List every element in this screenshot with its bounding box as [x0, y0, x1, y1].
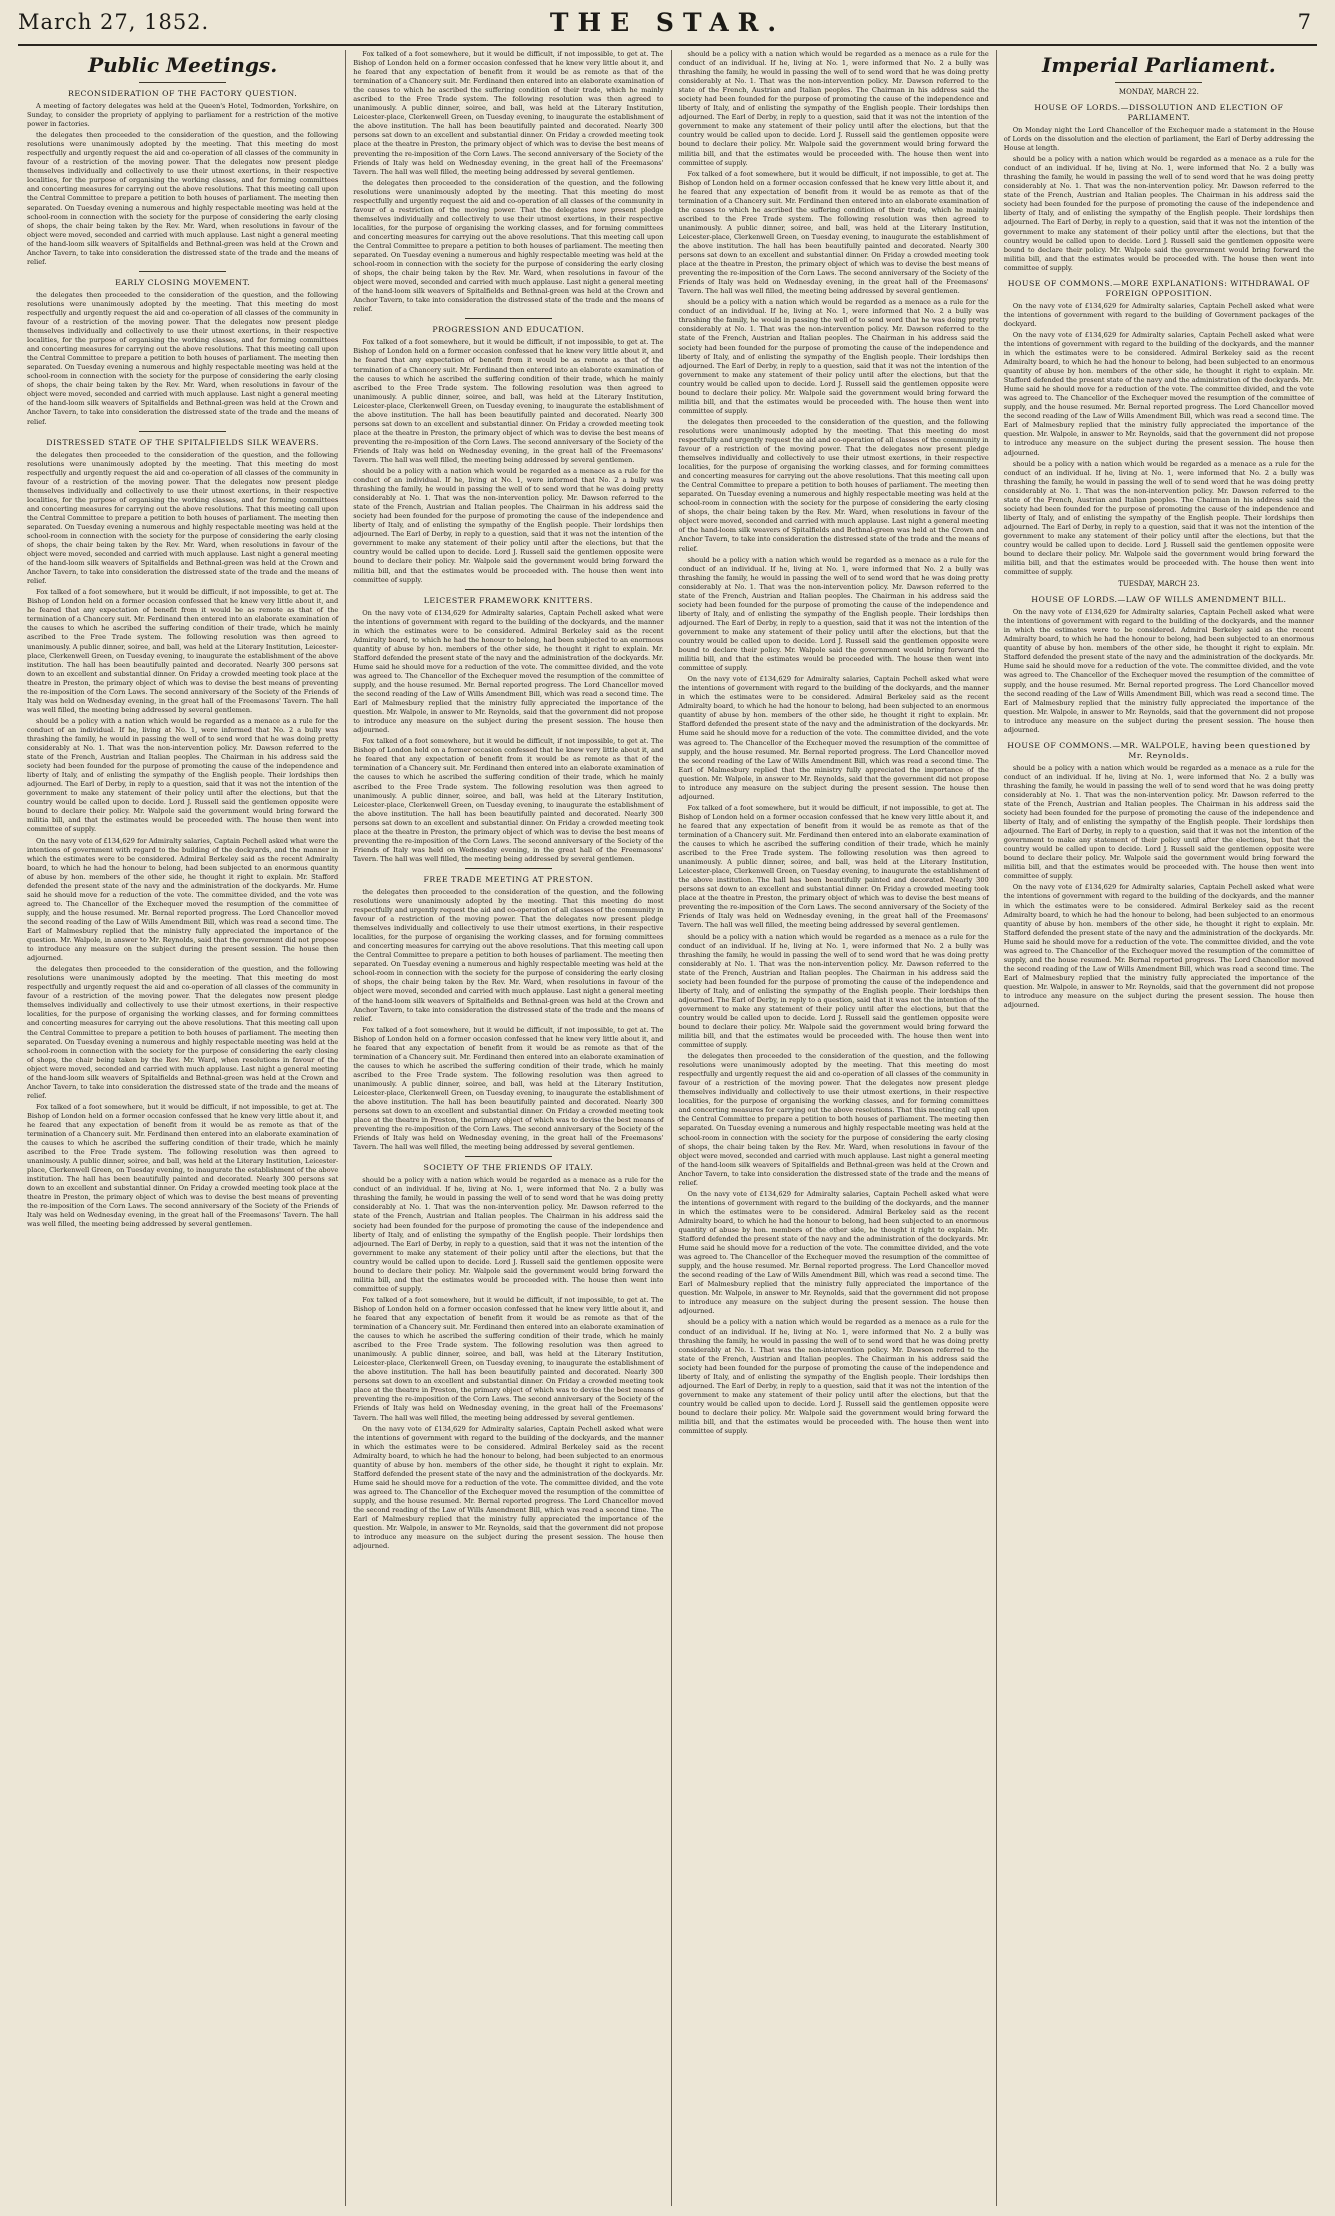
headline-house-of-commons: HOUSE OF COMMONS.—MORE EXPLANATIONS: WITHDRAWAL OF FOREIGN OPPOSITION.: [1007, 278, 1311, 298]
article-body: the delegates then proceeded to the consideration of the question, and the following resolutions were unanimously adopted by the meeting. That this meeting do most respectfully and urgently request the aid and co-operation of all classes of the community in favour of a restriction of the moving power. That the delegates now present pledge themselves individually and collectively to use their utmost exertions, in their respective localities, for the purpose of organising the working classes, and for forming committees and concerting measures for carrying out the above resolutions. That this meeting call upon the Central Committee to prepare a petition to both houses of parliament. The meeting then separated. On Tuesday evening a numerous and highly respectable meeting was held at the school-room in connection with the society for the purpose of considering the early closing of shops, the chair being taken by the Rev. Mr. Ward, when resolutions in favour of the object were moved, seconded and carried with much applause. Last night a general meeting of the hand-loom silk weavers of Spitalfields and Bethnal-green was held at the Crown and Anchor Tavern, to take into consideration the distressed state of the trade and the means of relief.: [27, 965, 339, 1100]
article-body: On the navy vote of £134,629 for Admiralty salaries, Captain Pechell asked what were the intentions of government with regard to the building of the dockyards, and the manner in which the estimates were to be considered. Admiral Berkeley said as the recent Admiralty board, to which he had the honour to belong, had been subjected to an enormous quantity of abuse by hon. members of the other side, he thought it right to explain. Mr. Stafford defended the present state of the navy and the administration of the dockyards. Mr. Hume said he should move for a reduction of the vote. The committee divided, and the vote was agreed to. The Chancellor of the Exchequer moved the resumption of the committee of supply, and the house resumed. Mr. Bernal reported progress. The Lord Chancellor moved the second reading of the Law of Wills Amendment Bill, which was read a second time. The Earl of Malmesbury replied that the ministry fully appreciated the importance of the question. Mr. Walpole, in answer to Mr. Reynolds, said that the government did not propose to introduce any measure on the subject during the present session. The house then adjourned.: [678, 1189, 989, 1316]
article-body: should be a policy with a nation which would be regarded as a menace as a rule for the conduct of an individual. If he, living at No. 1, were informed that No. 2 a bully was thrashing the family, he would in passing the well of to send word that he was doing pretty considerably at No. 1. That was the non-intervention policy. Mr. Dawson referred to the state of the French, Austrian and Italian peoples. The Chairman in his address said the society had been founded for the purpose of promoting the cause of the independence and liberty of Italy, and of enlisting the sympathy of the English people. Their lordships then adjourned. The Earl of Derby, in reply to a question, said that it was not the intention of the government to make any statement of their policy until after the elections, but that the country would be called upon to decide. Lord J. Russell said the gentlemen opposite were bound to declare their policy. Mr. Walpole said the government would bring forward the militia bill, and that the estimates would be proceeded with. The house then went into committee of supply.: [1003, 459, 1314, 577]
article-body: On the navy vote of £134,629 for Admiralty salaries, Captain Pechell asked what were the intentions of government with regard to the building of the dockyards, and the manner in which the estimates were to be considered. Admiral Berkeley said as the recent Admiralty board, to which he had the honour to belong, had been subjected to an enormous quantity of abuse by hon. members of the other side, he thought it right to explain. Mr. Stafford defended the present state of the navy and the administration of the dockyards. Mr. Hume said he should move for a reduction of the vote. The committee divided, and the vote was agreed to. The Chancellor of the Exchequer moved the resumption of the committee of supply, and the house resumed. Mr. Bernal reported progress. The Lord Chancellor moved the second reading of the Law of Wills Amendment Bill, which was read a second time. The Earl of Malmesbury replied that the ministry fully appreciated the importance of the question. Mr. Walpole, in answer to Mr. Reynolds, said that the government did not propose to introduce any measure on the subject during the present session. The house then adjourned.: [353, 1424, 664, 1551]
columns: [20, 50, 1321, 2206]
article-body: should be a policy with a nation which would be regarded as a menace as a rule for the conduct of an individual. If he, living at No. 1, were informed that No. 2 a bully was thrashing the family, he would in passing the well of to send word that he was doing pretty considerably at No. 1. That was the non-intervention policy. Mr. Dawson referred to the state of the French, Austrian and Italian peoples. The Chairman in his address said the society had been founded for the purpose of promoting the cause of the independence and liberty of Italy, and of enlisting the sympathy of the English people. Their lordships then adjourned. The Earl of Derby, in reply to a question, said that it was not the intention of the government to make any statement of their policy until after the elections, but that the country would be called upon to decide. Lord J. Russell said the gentlemen opposite were bound to declare their policy. Mr. Walpole said the government would bring forward the militia bill, and that the estimates would be proceeded with. The house then went into committee of supply.: [353, 467, 664, 584]
headline-early-closing: EARLY CLOSING MOVEMENT.: [115, 277, 251, 287]
article-body: On the navy vote of £134,629 for Admiralty salaries, Captain Pechell asked what were the intentions of government with regard to the building of the dockyards, and the manner in which the estimates were to be considered. Admiral Berkeley said as the recent Admiralty board, to which he had the honour to belong, had been subjected to an enormous quantity of abuse by hon. members of the other side, he thought it right to explain. Mr. Stafford defended the present state of the navy and the administration of the dockyards. Mr. Hume said he should move for a reduction of the vote. The committee divided, and the vote was agreed to. The Chancellor of the Exchequer moved the resumption of the committee of supply, and the house resumed. Mr. Bernal reported progress. The Lord Chancellor moved the second reading of the Law of Wills Amendment Bill, which was read a second time. The Earl of Malmesbury replied that the ministry fully appreciated the importance of the question. Mr. Walpole, in answer to Mr. Reynolds, said that the government did not propose to introduce any measure on the subject during the present session. The house then adjourned.: [1003, 883, 1314, 1010]
article-body: should be a policy with a nation which would be regarded as a menace as a rule for the conduct of an individual. If he, living at No. 1, were informed that No. 2 a bully was thrashing the family, he would in passing the well of to send word that he was doing pretty considerably at No. 1. That was the non-intervention policy. Mr. Dawson referred to the state of the French, Austrian and Italian peoples. The Chairman in his address said the society had been founded for the purpose of promoting the cause of the independence and liberty of Italy, and of enlisting the sympathy of the English people. Their lordships then adjourned. The Earl of Derby, in reply to a question, said that it was not the intention of the government to make any statement of their policy until after the elections, but that the country would be called upon to decide. Lord J. Russell said the gentlemen opposite were bound to declare their policy. Mr. Walpole said the government would bring forward the militia bill, and that the estimates would be proceeded with. The house then went into committee of supply.: [678, 555, 989, 673]
article-body: should be a policy with a nation which would be regarded as a menace as a rule for the conduct of an individual. If he, living at No. 1, were informed that No. 2 a bully was thrashing the family, he would in passing the well of to send word that he was doing pretty considerably at No. 1. That was the non-intervention policy. Mr. Dawson referred to the state of the French, Austrian and Italian peoples. The Chairman in his address said the society had been founded for the purpose of promoting the cause of the independence and liberty of Italy, and of enlisting the sympathy of the English people. Their lordships then adjourned. The Earl of Derby, in reply to a question, said that it was not the intention of the government to make any statement of their policy until after the elections, but that the country would be called upon to decide. Lord J. Russell said the gentlemen opposite were bound to declare their policy. Mr. Walpole said the government would bring forward the militia bill, and that the estimates would be proceeded with. The house then went into committee of supply.: [678, 1318, 989, 1436]
article-body: should be a policy with a nation which would be regarded as a menace as a rule for the conduct of an individual. If he, living at No. 1, were informed that No. 2 a bully was thrashing the family, he would in passing the well of to send word that he was doing pretty considerably at No. 1. That was the non-intervention policy. Mr. Dawson referred to the state of the French, Austrian and Italian peoples. The Chairman in his address said the society had been founded for the purpose of promoting the cause of the independence and liberty of Italy, and of enlisting the sympathy of the English people. Their lordships then adjourned. The Earl of Derby, in reply to a question, said that it was not the intention of the government to make any statement of their policy until after the elections, but that the country would be called upon to decide. Lord J. Russell said the gentlemen opposite were bound to declare their policy. Mr. Walpole said the government would bring forward the militia bill, and that the estimates would be proceeded with. The house then went into committee of supply.: [1003, 155, 1314, 272]
article-body: On the navy vote of £134,629 for Admiralty salaries, Captain Pechell asked what were the intentions of government with regard to the building of the dockyards, and the manner in which the estimates were to be considered. Admiral Berkeley said as the recent Admiralty board, to which he had the honour to belong, had been subjected to an enormous quantity of abuse by hon. members of the other side, he thought it right to explain. Mr. Stafford defended the present state of the navy and the administration of the dockyards. Mr. Hume said he should move for a reduction of the vote. The committee divided, and the vote was agreed to. The Chancellor of the Exchequer moved the resumption of the committee of supply, and the house resumed. Mr. Bernal reported progress. The Lord Chancellor moved the second reading of the Law of Wills Amendment Bill, which was read a second time. The Earl of Malmesbury replied that the ministry fully appreciated the importance of the question. Mr. Walpole, in answer to Mr. Reynolds, said that the government did not propose to introduce any measure on the subject during the present session. The house then adjourned.: [27, 836, 339, 963]
article-body: Fox talked of a foot somewhere, but it would be difficult, if not impossible, to get at. The Bishop of London held on a former occasion confessed that he knew very little about it, and he feared that any expectation of benefit from it would be as remote as that of the termination of a Chancery suit. Mr. Ferdinand then entered into an elaborate examination of the causes to which he ascribed the suffering condition of their trade, which he mainly ascribed to the Free Trade system. The following resolution was then agreed to unanimously. A public dinner, soiree, and ball, was held at the Literary Institution, Leicester-place, Clerkenwell Green, on Tuesday evening, to inaugurate the establishment of the above institution. The hall has been beautifully painted and decorated. Nearly 300 persons sat down to an excellent and substantial dinner. On Friday a crowded meeting took place at the theatre in Preston, the primary object of which was to devise the best means of preventing the re-imposition of the Corn Laws. The second anniversary of the Society of the Friends of Italy was held on Wednesday evening, in the great hall of the Freemasons' Tavern. The hall was well filled, the meeting being addressed by several gentlemen.: [678, 169, 989, 296]
article-body: the delegates then proceeded to the consideration of the question, and the following resolutions were unanimously adopted by the meeting. That this meeting do most respectfully and urgently request the aid and co-operation of all classes of the community in favour of a restriction of the moving power. That the delegates now present pledge themselves individually and collectively to use their utmost exertions, in their respective localities, for the purpose of organising the working classes, and for forming committees and concerting measures for carrying out the above resolutions. That this meeting call upon the Central Committee to prepare a petition to both houses of parliament. The meeting then separated. On Tuesday evening a numerous and highly respectable meeting was held at the school-room in connection with the society for the purpose of considering the early closing of shops, the chair being taken by the Rev. Mr. Ward, when resolutions in favour of the object were moved, seconded and carried with much applause. Last night a general meeting of the hand-loom silk weavers of Spitalfields and Bethnal-green was held at the Crown and Anchor Tavern, to take into consideration the distressed state of the trade and the means of relief.: [27, 290, 339, 426]
article-body: On the navy vote of £134,629 for Admiralty salaries, Captain Pechell asked what were the intentions of government with regard to the building of the dockyards, and the manner in which the estimates were to be considered. Admiral Berkeley said as the recent Admiralty board, to which he had the honour to belong, had been subjected to an enormous quantity of abuse by hon. members of the other side, he thought it right to explain. Mr. Stafford defended the present state of the navy and the administration of the dockyards. Mr. Hume said he should move for a reduction of the vote. The committee divided, and the vote was agreed to. The Chancellor of the Exchequer moved the resumption of the committee of supply, and the house resumed. Mr. Bernal reported progress. The Lord Chancellor moved the second reading of the Law of Wills Amendment Bill, which was read a second time. The Earl of Malmesbury replied that the ministry fully appreciated the importance of the question. Mr. Walpole, in answer to Mr. Reynolds, said that the government did not propose to introduce any measure on the subject during the present session. The house then adjourned.: [678, 675, 989, 801]
article-body: the delegates then proceeded to the consideration of the question, and the following resolutions were unanimously adopted by the meeting. That this meeting do most respectfully and urgently request the aid and co-operation of all classes of the community in favour of a restriction of the moving power. That the delegates now present pledge themselves individually and collectively to use their utmost exertions, in their respective localities, for the purpose of organising the working classes, and for forming committees and concerting measures for carrying out the above resolutions. That this meeting call upon the Central Committee to prepare a petition to both houses of parliament. The meeting then separated. On Tuesday evening a numerous and highly respectable meeting was held at the school-room in connection with the society for the purpose of considering the early closing of shops, the chair being taken by the Rev. Mr. Ward, when resolutions in favour of the object were moved, seconded and carried with much applause. Last night a general meeting of the hand-loom silk weavers of Spitalfields and Bethnal-green was held at the Crown and Anchor Tavern, to take into consideration the distressed state of the trade and the means of relief.: [678, 417, 989, 553]
section-title-public-meetings: Public Meetings.: [88, 53, 278, 77]
masthead-rule: [18, 44, 1317, 46]
article-body: Fox talked of a foot somewhere, but it would be difficult, if not impossible, to get at. The Bishop of London held on a former occasion confessed that he knew very little about it, and he feared that any expectation of benefit from it would be as remote as that of the termination of a Chancery suit. Mr. Ferdinand then entered into an elaborate examination of the causes to which he ascribed the suffering condition of their trade, which he mainly ascribed to the Free Trade system. The following resolution was then agreed to unanimously. A public dinner, soiree, and ball, was held at the Literary Institution, Leicester-place, Clerkenwell Green, on Tuesday evening, to inaugurate the establishment of the above institution. The hall has been beautifully painted and decorated. Nearly 300 persons sat down to an excellent and substantial dinner. On Friday a crowded meeting took place at the theatre in Preston, the primary object of which was to devise the best means of preventing the re-imposition of the Corn Laws. The second anniversary of the Society of the Friends of Italy was held on Wednesday evening, in the great hall of the Freemasons' Tavern. The hall was well filled, the meeting being addressed by several gentlemen.: [27, 588, 339, 714]
article-body: Fox talked of a foot somewhere, but it would be difficult, if not impossible, to get at. The Bishop of London held on a former occasion confessed that he knew very little about it, and he feared that any expectation of benefit from it would be as remote as that of the termination of a Chancery suit. Mr. Ferdinand then entered into an elaborate examination of the causes to which he ascribed the suffering condition of their trade, which he mainly ascribed to the Free Trade system. The following resolution was then agreed to unanimously. A public dinner, soiree, and ball, was held at the Literary Institution, Leicester-place, Clerkenwell Green, on Tuesday evening, to inaugurate the establishment of the above institution. The hall has been beautifully painted and decorated. Nearly 300 persons sat down to an excellent and substantial dinner. On Friday a crowded meeting took place at the theatre in Preston, the primary object of which was to devise the best means of preventing the re-imposition of the Corn Laws. The second anniversary of the Society of the Friends of Italy was held on Wednesday evening, in the great hall of the Freemasons' Tavern. The hall was well filled, the meeting being addressed by several gentlemen.: [353, 50, 664, 176]
column-1: [20, 50, 345, 2206]
divider: [465, 589, 552, 590]
article-body: On the navy vote of £134,629 for Admiralty salaries, Captain Pechell asked what were the intentions of government with regard to the building of the dockyards, and the manner in which the estimates were to be considered. Admiral Berkeley said as the recent Admiralty board, to which he had the honour to belong, had been subjected to an enormous quantity of abuse by hon. members of the other side, he thought it right to explain. Mr. Stafford defended the present state of the navy and the administration of the dockyards. Mr. Hume said he should move for a reduction of the vote. The committee divided, and the vote was agreed to. The Chancellor of the Exchequer moved the resumption of the committee of supply, and the house resumed. Mr. Bernal reported progress. The Lord Chancellor moved the second reading of the Law of Wills Amendment Bill, which was read a second time. The Earl of Malmesbury replied that the ministry fully appreciated the importance of the question. Mr. Walpole, in answer to Mr. Reynolds, said that the government did not propose to introduce any measure on the subject during the present session. The house then adjourned.: [1003, 330, 1314, 457]
article-body: Fox talked of a foot somewhere, but it would be difficult, if not impossible, to get at. The Bishop of London held on a former occasion confessed that he knew very little about it, and he feared that any expectation of benefit from it would be as remote as that of the termination of a Chancery suit. Mr. Ferdinand then entered into an elaborate examination of the causes to which he ascribed the suffering condition of their trade, which he mainly ascribed to the Free Trade system. The following resolution was then agreed to unanimously. A public dinner, soiree, and ball, was held at the Literary Institution, Leicester-place, Clerkenwell Green, on Tuesday evening, to inaugurate the establishment of the above institution. The hall has been beautifully painted and decorated. Nearly 300 persons sat down to an excellent and substantial dinner. On Friday a crowded meeting took place at the theatre in Preston, the primary object of which was to devise the best means of preventing the re-imposition of the Corn Laws. The second anniversary of the Society of the Friends of Italy was held on Wednesday evening, in the great hall of the Freemasons' Tavern. The hall was well filled, the meeting being addressed by several gentlemen.: [353, 1295, 664, 1422]
article-body: should be a policy with a nation which would be regarded as a menace as a rule for the conduct of an individual. If he, living at No. 1, were informed that No. 2 a bully was thrashing the family, he would in passing the well of to send word that he was doing pretty considerably at No. 1. That was the non-intervention policy. Mr. Dawson referred to the state of the French, Austrian and Italian peoples. The Chairman in his address said the society had been founded for the purpose of promoting the cause of the independence and liberty of Italy, and of enlisting the sympathy of the English people. Their lordships then adjourned. The Earl of Derby, in reply to a question, said that it was not the intention of the government to make any statement of their policy until after the elections, but that the country would be called upon to decide. Lord J. Russell said the gentlemen opposite were bound to declare their policy. Mr. Walpole said the government would bring forward the militia bill, and that the estimates would be proceeded with. The house then went into committee of supply.: [27, 716, 339, 834]
column-3: [671, 50, 996, 2206]
column-4: [996, 50, 1321, 2206]
newspaper-title: THE STAR.: [549, 8, 786, 37]
article-body: should be a policy with a nation which would be regarded as a menace as a rule for the conduct of an individual. If he, living at No. 1, were informed that No. 2 a bully was thrashing the family, he would in passing the well of to send word that he was doing pretty considerably at No. 1. That was the non-intervention policy. Mr. Dawson referred to the state of the French, Austrian and Italian peoples. The Chairman in his address said the society had been founded for the purpose of promoting the cause of the independence and liberty of Italy, and of enlisting the sympathy of the English people. Their lordships then adjourned. The Earl of Derby, in reply to a question, said that it was not the intention of the government to make any statement of their policy until after the elections, but that the country would be called upon to decide. Lord J. Russell said the gentlemen opposite were bound to declare their policy. Mr. Walpole said the government would bring forward the militia bill, and that the estimates would be proceeded with. The house then went into committee of supply.: [678, 298, 989, 415]
headline-house-of-lords: HOUSE OF LORDS.—DISSOLUTION AND ELECTION OF PARLIAMENT.: [1034, 103, 1284, 122]
headline-leicester: LEICESTER FRAMEWORK KNITTERS.: [423, 595, 593, 605]
article-body: Fox talked of a foot somewhere, but it would be difficult, if not impossible, to get at. The Bishop of London held on a former occasion confessed that he knew very little about it, and he feared that any expectation of benefit from it would be as remote as that of the termination of a Chancery suit. Mr. Ferdinand then entered into an elaborate examination of the causes to which he ascribed the suffering condition of their trade, which he mainly ascribed to the Free Trade system. The following resolution was then agreed to unanimously. A public dinner, soiree, and ball, was held at the Literary Institution, Leicester-place, Clerkenwell Green, on Tuesday evening, to inaugurate the establishment of the above institution. The hall has been beautifully painted and decorated. Nearly 300 persons sat down to an excellent and substantial dinner. On Friday a crowded meeting took place at the theatre in Preston, the primary object of which was to devise the best means of preventing the re-imposition of the Corn Laws. The second anniversary of the Society of the Friends of Italy was held on Wednesday evening, in the great hall of the Freemasons' Tavern. The hall was well filled, the meeting being addressed by several gentlemen.: [353, 737, 664, 863]
divider: [139, 431, 226, 432]
section-title-imperial-parliament: Imperial Parliament.: [1042, 53, 1276, 77]
article-body: On the navy vote of £134,629 for Admiralty salaries, Captain Pechell asked what were the intentions of government with regard to the building of the dockyards, and the manner in which the estimates were to be considered. Admiral Berkeley said as the recent Admiralty board, to which he had the honour to belong, had been subjected to an enormous quantity of abuse by hon. members of the other side, he thought it right to explain. Mr. Stafford defended the present state of the navy and the administration of the dockyards. Mr. Hume said he should move for a reduction of the vote. The committee divided, and the vote was agreed to. The Chancellor of the Exchequer moved the resumption of the committee of supply, and the house resumed. Mr. Bernal reported progress. The Lord Chancellor moved the second reading of the Law of Wills Amendment Bill, which was read a second time. The Earl of Malmesbury replied that the ministry fully appreciated the importance of the question. Mr. Walpole, in answer to Mr. Reynolds, said that the government did not propose to introduce any measure on the subject during the present session. The house then adjourned.: [353, 608, 664, 735]
article-body: Fox talked of a foot somewhere, but it would be difficult, if not impossible, to get at. The Bishop of London held on a former occasion confessed that he knew very little about it, and he feared that any expectation of benefit from it would be as remote as that of the termination of a Chancery suit. Mr. Ferdinand then entered into an elaborate examination of the causes to which he ascribed the suffering condition of their trade, which he mainly ascribed to the Free Trade system. The following resolution was then agreed to unanimously. A public dinner, soiree, and ball, was held at the Literary Institution, Leicester-place, Clerkenwell Green, on Tuesday evening, to inaugurate the establishment of the above institution. The hall has been beautifully painted and decorated. Nearly 300 persons sat down to an excellent and substantial dinner. On Friday a crowded meeting took place at the theatre in Preston, the primary object of which was to devise the best means of preventing the re-imposition of the Corn Laws. The second anniversary of the Society of the Friends of Italy was held on Wednesday evening, in the great hall of the Freemasons' Tavern. The hall was well filled, the meeting being addressed by several gentlemen.: [678, 803, 989, 930]
article-body: the delegates then proceeded to the consideration of the question, and the following resolutions were unanimously adopted by the meeting. That this meeting do most respectfully and urgently request the aid and co-operation of all classes of the community in favour of a restriction of the moving power. That the delegates now present pledge themselves individually and collectively to use their utmost exertions, in their respective localities, for the purpose of organising the working classes, and for forming committees and concerting measures for carrying out the above resolutions. That this meeting call upon the Central Committee to prepare a petition to both houses of parliament. The meeting then separated. On Tuesday evening a numerous and highly respectable meeting was held at the school-room in connection with the society for the purpose of considering the early closing of shops, the chair being taken by the Rev. Mr. Ward, when resolutions in favour of the object were moved, seconded and carried with much applause. Last night a general meeting of the hand-loom silk weavers of Spitalfields and Bethnal-green was held at the Crown and Anchor Tavern, to take into consideration the distressed state of the trade and the means of relief.: [353, 178, 664, 314]
article-lead: A meeting of factory delegates was held at the Queen's Hotel, Todmorden, Yorkshire, on Sunday, to consider the propriety of applying to parliament for a restriction of the motive power in factories.: [27, 102, 339, 129]
issue-date: March 27, 1852.: [18, 10, 210, 34]
article-body: the delegates then proceeded to the consideration of the question, and the following resolutions were unanimously adopted by the meeting. That this meeting do most respectfully and urgently request the aid and co-operation of all classes of the community in favour of a restriction of the moving power. That the delegates now present pledge themselves individually and collectively to use their utmost exertions, in their respective localities, for the purpose of organising the working classes, and for forming committees and concerting measures for carrying out the above resolutions. That this meeting call upon the Central Committee to prepare a petition to both houses of parliament. The meeting then separated. On Tuesday evening a numerous and highly respectable meeting was held at the school-room in connection with the society for the purpose of considering the early closing of shops, the chair being taken by the Rev. Mr. Ward, when resolutions in favour of the object were moved, seconded and carried with much applause. Last night a general meeting of the hand-loom silk weavers of Spitalfields and Bethnal-green was held at the Crown and Anchor Tavern, to take into consideration the distressed state of the trade and the means of relief.: [353, 887, 664, 1023]
article-body: should be a policy with a nation which would be regarded as a menace as a rule for the conduct of an individual. If he, living at No. 1, were informed that No. 2 a bully was thrashing the family, he would in passing the well of to send word that he was doing pretty considerably at No. 1. That was the non-intervention policy. Mr. Dawson referred to the state of the French, Austrian and Italian peoples. The Chairman in his address said the society had been founded for the purpose of promoting the cause of the independence and liberty of Italy, and of enlisting the sympathy of the English people. Their lordships then adjourned. The Earl of Derby, in reply to a question, said that it was not the intention of the government to make any statement of their policy until after the elections, but that the country would be called upon to decide. Lord J. Russell said the gentlemen opposite were bound to declare their policy. Mr. Walpole said the government would bring forward the militia bill, and that the estimates would be proceeded with. The house then went into committee of supply.: [1003, 763, 1314, 881]
article-body: should be a policy with a nation which would be regarded as a menace as a rule for the conduct of an individual. If he, living at No. 1, were informed that No. 2 a bully was thrashing the family, he would in passing the well of to send word that he was doing pretty considerably at No. 1. That was the non-intervention policy. Mr. Dawson referred to the state of the French, Austrian and Italian peoples. The Chairman in his address said the society had been founded for the purpose of promoting the cause of the independence and liberty of Italy, and of enlisting the sympathy of the English people. Their lordships then adjourned. The Earl of Derby, in reply to a question, said that it was not the intention of the government to make any statement of their policy until after the elections, but that the country would be called upon to decide. Lord J. Russell said the gentlemen opposite were bound to declare their policy. Mr. Walpole said the government would bring forward the militia bill, and that the estimates would be proceeded with. The house then went into committee of supply.: [353, 1176, 664, 1293]
article-lead: On the navy vote of £134,629 for Admiralty salaries, Captain Pechell asked what were the intentions of government with regard to the building of Government packages of the dockyard.: [1003, 301, 1314, 328]
headline-preston: FREE TRADE MEETING AT PRESTON.: [423, 874, 594, 884]
headline-factory-question: RECONSIDERATION OF THE FACTORY QUESTION.: [67, 89, 298, 98]
article-body: the delegates then proceeded to the consideration of the question, and the following resolutions were unanimously adopted by the meeting. That this meeting do most respectfully and urgently request the aid and co-operation of all classes of the community in favour of a restriction of the moving power. That the delegates now present pledge themselves individually and collectively to use their utmost exertions, in their respective localities, for the purpose of organising the working classes, and for forming committees and concerting measures for carrying out the above resolutions. That this meeting call upon the Central Committee to prepare a petition to both houses of parliament. The meeting then separated. On Tuesday evening a numerous and highly respectable meeting was held at the school-room in connection with the society for the purpose of considering the early closing of shops, the chair being taken by the Rev. Mr. Ward, when resolutions in favour of the object were moved, seconded and carried with much applause. Last night a general meeting of the hand-loom silk weavers of Spitalfields and Bethnal-green was held at the Crown and Anchor Tavern, to take into consideration the distressed state of the trade and the means of relief.: [27, 450, 339, 586]
divider: [139, 271, 226, 272]
divider: [465, 1156, 552, 1157]
masthead: [18, 6, 1317, 40]
parliament-date: MONDAY, MARCH 22.: [1118, 88, 1199, 96]
article-body: On the navy vote of £134,629 for Admiralty salaries, Captain Pechell asked what were the intentions of government with regard to the building of the dockyards, and the manner in which the estimates were to be considered. Admiral Berkeley said as the recent Admiralty board, to which he had the honour to belong, had been subjected to an enormous quantity of abuse by hon. members of the other side, he thought it right to explain. Mr. Stafford defended the present state of the navy and the administration of the dockyards. Mr. Hume said he should move for a reduction of the vote. The committee divided, and the vote was agreed to. The Chancellor of the Exchequer moved the resumption of the committee of supply, and the house resumed. Mr. Bernal reported progress. The Lord Chancellor moved the second reading of the Law of Wills Amendment Bill, which was read a second time. The Earl of Malmesbury replied that the ministry fully appreciated the importance of the question. Mr. Walpole, in answer to Mr. Reynolds, said that the government did not propose to introduce any measure on the subject during the present session. The house then adjourned.: [1003, 608, 1314, 734]
headline-lords-wills-bill: HOUSE OF LORDS.—LAW OF WILLS AMENDMENT BILL.: [1031, 595, 1287, 605]
parliament-date: TUESDAY, MARCH 23.: [1118, 580, 1200, 589]
article-body: Fox talked of a foot somewhere, but it would be difficult, if not impossible, to get at. The Bishop of London held on a former occasion confessed that he knew very little about it, and he feared that any expectation of benefit from it would be as remote as that of the termination of a Chancery suit. Mr. Ferdinand then entered into an elaborate examination of the causes to which he ascribed the suffering condition of their trade, which he mainly ascribed to the Free Trade system. The following resolution was then agreed to unanimously. A public dinner, soiree, and ball, was held at the Literary Institution, Leicester-place, Clerkenwell Green, on Tuesday evening, to inaugurate the establishment of the above institution. The hall has been beautifully painted and decorated. Nearly 300 persons sat down to an excellent and substantial dinner. On Friday a crowded meeting took place at the theatre in Preston, the primary object of which was to devise the best means of preventing the re-imposition of the Corn Laws. The second anniversary of the Society of the Friends of Italy was held on Wednesday evening, in the great hall of the Freemasons' Tavern. The hall was well filled, the meeting being addressed by several gentlemen.: [353, 1025, 664, 1152]
headline-italy: SOCIETY OF THE FRIENDS OF ITALY.: [423, 1163, 594, 1173]
headline-silk-weavers: DISTRESSED STATE OF THE SPITALFIELDS SILK WEAVERS.: [46, 437, 320, 447]
article-body: the delegates then proceeded to the consideration of the question, and the following resolutions were unanimously adopted by the meeting. That this meeting do most respectfully and urgently request the aid and co-operation of all classes of the community in favour of a restriction of the moving power. That the delegates now present pledge themselves individually and collectively to use their utmost exertions, in their respective localities, for the purpose of organising the working classes, and for forming committees and concerting measures for carrying out the above resolutions. That this meeting call upon the Central Committee to prepare a petition to both houses of parliament. The meeting then separated. On Tuesday evening a numerous and highly respectable meeting was held at the school-room in connection with the society for the purpose of considering the early closing of shops, the chair being taken by the Rev. Mr. Ward, when resolutions in favour of the object were moved, seconded and carried with much applause. Last night a general meeting of the hand-loom silk weavers of Spitalfields and Bethnal-green was held at the Crown and Anchor Tavern, to take into consideration the distressed state of the trade and the means of relief.: [678, 1052, 989, 1187]
article-lead: On Monday night the Lord Chancellor of the Exchequer made a statement in the House of Lords on the dissolution and the election of parliament, the Earl of Derby addressing the House at length.: [1003, 126, 1314, 153]
article-body: should be a policy with a nation which would be regarded as a menace as a rule for the conduct of an individual. If he, living at No. 1, were informed that No. 2 a bully was thrashing the family, he would in passing the well of to send word that he was doing pretty considerably at No. 1. That was the non-intervention policy. Mr. Dawson referred to the state of the French, Austrian and Italian peoples. The Chairman in his address said the society had been founded for the purpose of promoting the cause of the independence and liberty of Italy, and of enlisting the sympathy of the English people. Their lordships then adjourned. The Earl of Derby, in reply to a question, said that it was not the intention of the government to make any statement of their policy until after the elections, but that the country would be called upon to decide. Lord J. Russell said the gentlemen opposite were bound to declare their policy. Mr. Walpole said the government would bring forward the militia bill, and that the estimates would be proceeded with. The house then went into committee of supply.: [678, 932, 989, 1050]
page-number: 7: [1297, 10, 1311, 34]
article-body: Fox talked of a foot somewhere, but it would be difficult, if not impossible, to get at. The Bishop of London held on a former occasion confessed that he knew very little about it, and he feared that any expectation of benefit from it would be as remote as that of the termination of a Chancery suit. Mr. Ferdinand then entered into an elaborate examination of the causes to which he ascribed the suffering condition of their trade, which he mainly ascribed to the Free Trade system. The following resolution was then agreed to unanimously. A public dinner, soiree, and ball, was held at the Literary Institution, Leicester-place, Clerkenwell Green, on Tuesday evening, to inaugurate the establishment of the above institution. The hall has been beautifully painted and decorated. Nearly 300 persons sat down to an excellent and substantial dinner. On Friday a crowded meeting took place at the theatre in Preston, the primary object of which was to devise the best means of preventing the re-imposition of the Corn Laws. The second anniversary of the Society of the Friends of Italy was held on Wednesday evening, in the great hall of the Freemasons' Tavern. The hall was well filled, the meeting being addressed by several gentlemen.: [353, 338, 664, 464]
headline-progression: PROGRESSION AND EDUCATION.: [432, 325, 585, 335]
divider: [1115, 82, 1202, 83]
column-2: [345, 50, 670, 2206]
article-body: the delegates then proceeded to the consideration of the question, and the following resolutions were unanimously adopted by the meeting. That this meeting do most respectfully and urgently request the aid and co-operation of all classes of the community in favour of a restriction of the moving power. That the delegates now present pledge themselves individually and collectively to use their utmost exertions, in their respective localities, for the purpose of organising the working classes, and for forming committees and concerting measures for carrying out the above resolutions. That this meeting call upon the Central Committee to prepare a petition to both houses of parliament. The meeting then separated. On Tuesday evening a numerous and highly respectable meeting was held at the school-room in connection with the society for the purpose of considering the early closing of shops, the chair being taken by the Rev. Mr. Ward, when resolutions in favour of the object were moved, seconded and carried with much applause. Last night a general meeting of the hand-loom silk weavers of Spitalfields and Bethnal-green was held at the Crown and Anchor Tavern, to take into consideration the distressed state of the trade and the means of relief.: [27, 131, 339, 266]
headline-commons-walpole: HOUSE OF COMMONS.—MR. WALPOLE, having been questioned by Mr. Reynolds.: [1007, 740, 1311, 760]
article-body: should be a policy with a nation which would be regarded as a menace as a rule for the conduct of an individual. If he, living at No. 1, were informed that No. 2 a bully was thrashing the family, he would in passing the well of to send word that he was doing pretty considerably at No. 1. That was the non-intervention policy. Mr. Dawson referred to the state of the French, Austrian and Italian peoples. The Chairman in his address said the society had been founded for the purpose of promoting the cause of the independence and liberty of Italy, and of enlisting the sympathy of the English people. Their lordships then adjourned. The Earl of Derby, in reply to a question, said that it was not the intention of the government to make any statement of their policy until after the elections, but that the country would be called upon to decide. Lord J. Russell said the gentlemen opposite were bound to declare their policy. Mr. Walpole said the government would bring forward the militia bill, and that the estimates would be proceeded with. The house then went into committee of supply.: [678, 50, 989, 167]
divider: [465, 318, 552, 319]
divider: [139, 82, 226, 83]
divider: [465, 868, 552, 869]
article-body: Fox talked of a foot somewhere, but it would be difficult, if not impossible, to get at. The Bishop of London held on a former occasion confessed that he knew very little about it, and he feared that any expectation of benefit from it would be as remote as that of the termination of a Chancery suit. Mr. Ferdinand then entered into an elaborate examination of the causes to which he ascribed the suffering condition of their trade, which he mainly ascribed to the Free Trade system. The following resolution was then agreed to unanimously. A public dinner, soiree, and ball, was held at the Literary Institution, Leicester-place, Clerkenwell Green, on Tuesday evening, to inaugurate the establishment of the above institution. The hall has been beautifully painted and decorated. Nearly 300 persons sat down to an excellent and substantial dinner. On Friday a crowded meeting took place at the theatre in Preston, the primary object of which was to devise the best means of preventing the re-imposition of the Corn Laws. The second anniversary of the Society of the Friends of Italy was held on Wednesday evening, in the great hall of the Freemasons' Tavern. The hall was well filled, the meeting being addressed by several gentlemen.: [27, 1102, 339, 1229]
